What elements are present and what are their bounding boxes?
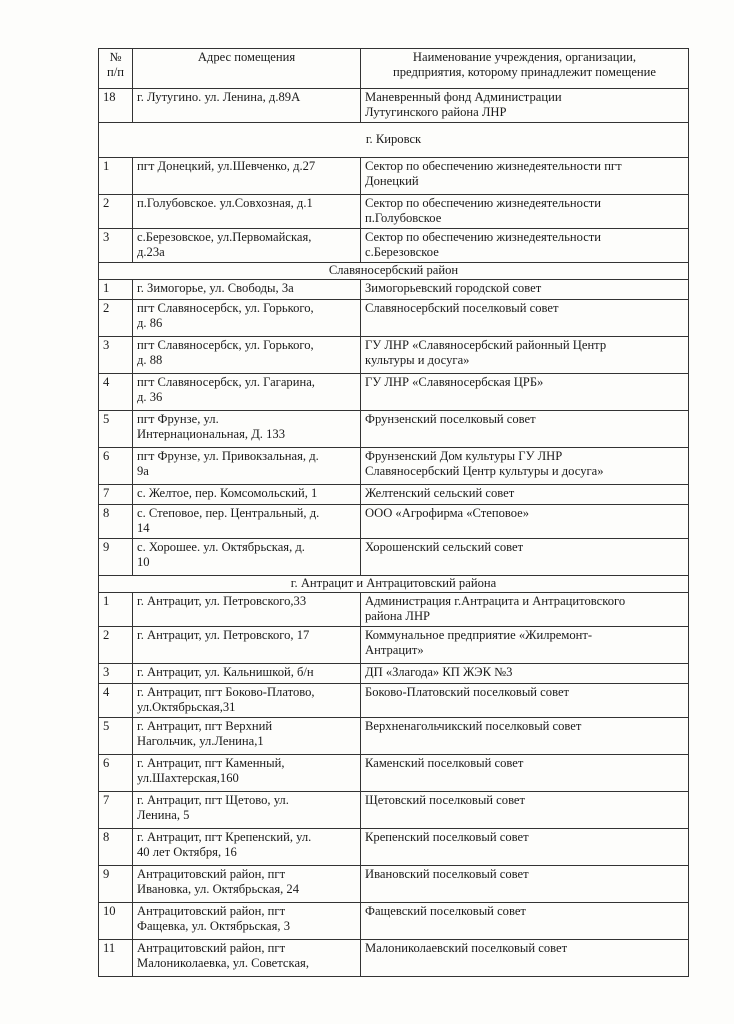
premises-table [98, 48, 689, 977]
row-address: п.Голубовское. ул.Совхозная, д.1 [133, 195, 361, 229]
section-heading-row [99, 263, 689, 280]
row-number: 2 [99, 627, 133, 664]
row-number: 1 [99, 280, 133, 300]
table-row [99, 829, 689, 866]
row-number: 5 [99, 411, 133, 448]
row-organization: Сектор по обеспечению жизнедеятельности пгт Донецкий [361, 158, 689, 195]
row-number: 7 [99, 485, 133, 505]
row-number: 8 [99, 829, 133, 866]
row-organization: ООО «Агрофирма «Степовое» [361, 505, 689, 539]
row-address: с. Хорошее. ул. Октябрьская, д. 10 [133, 539, 361, 576]
table-row [99, 448, 689, 485]
section-heading-row [99, 576, 689, 593]
row-address: Антрацитовский район, пгт Ивановка, ул. Октябрьская, 24 [133, 866, 361, 903]
row-organization: Сектор по обеспечению жизнедеятельности с.Березовское [361, 229, 689, 263]
table-row [99, 374, 689, 411]
row-address: с.Березовское, ул.Первомайская, д.23а [133, 229, 361, 263]
row-number: 2 [99, 300, 133, 337]
row-organization: Верхненагольчикский поселковый совет [361, 718, 689, 755]
table-row [99, 300, 689, 337]
row-number: 9 [99, 866, 133, 903]
row-number: 10 [99, 903, 133, 940]
row-number: 4 [99, 374, 133, 411]
row-address: г. Антрацит, ул. Кальнишкой, б/н [133, 664, 361, 684]
table-row [99, 792, 689, 829]
row-number: 3 [99, 229, 133, 263]
row-number: 6 [99, 755, 133, 792]
table-row [99, 593, 689, 627]
row-organization: Маневренный фонд Администрации Лутугинского района ЛНР [361, 89, 689, 123]
row-organization: Коммунальное предприятие «Жилремонт- Антрацит» [361, 627, 689, 664]
section-title: г. Антрацит и Антрацитовский района [99, 576, 689, 593]
row-organization: Желтенский сельский совет [361, 485, 689, 505]
row-address: г. Антрацит, пгт Крепенский, ул. 40 лет Октября, 16 [133, 829, 361, 866]
row-organization: ГУ ЛНР «Славяносербская ЦРБ» [361, 374, 689, 411]
row-number: 3 [99, 337, 133, 374]
row-organization: Сектор по обеспечению жизнедеятельности п.Голубовское [361, 195, 689, 229]
row-organization: Фрунзенский Дом культуры ГУ ЛНР Славяносербский Центр культуры и досуга» [361, 448, 689, 485]
row-organization: Администрация г.Антрацита и Антрацитовского района ЛНР [361, 593, 689, 627]
row-address: пгт Славяносербск, ул. Горького, д. 86 [133, 300, 361, 337]
table-row [99, 411, 689, 448]
row-number: 8 [99, 505, 133, 539]
row-organization: ДП «Злагода» КП ЖЭК №3 [361, 664, 689, 684]
table-row [99, 229, 689, 263]
table-body [99, 89, 689, 977]
row-organization: Хорошенский сельский совет [361, 539, 689, 576]
row-address: г. Антрацит, ул. Петровского,33 [133, 593, 361, 627]
row-number: 1 [99, 158, 133, 195]
row-address: Антрацитовский район, пгт Фащевка, ул. Октябрьская, 3 [133, 903, 361, 940]
row-organization: Фрунзенский поселковый совет [361, 411, 689, 448]
row-address: пгт Донецкий, ул.Шевченко, д.27 [133, 158, 361, 195]
row-number: 11 [99, 940, 133, 977]
row-number: 4 [99, 684, 133, 718]
row-number: 9 [99, 539, 133, 576]
row-address: г. Зимогорье, ул. Свободы, 3а [133, 280, 361, 300]
table-row [99, 158, 689, 195]
row-address: г. Антрацит, пгт Каменный, ул.Шахтерская,160 [133, 755, 361, 792]
table-row [99, 485, 689, 505]
table-row [99, 89, 689, 123]
row-organization: Ивановский поселковый совет [361, 866, 689, 903]
row-organization: Щетовский поселковый совет [361, 792, 689, 829]
table-row [99, 684, 689, 718]
row-address: с. Желтое, пер. Комсомольский, 1 [133, 485, 361, 505]
table-row [99, 866, 689, 903]
row-address: с. Степовое, пер. Центральный, д. 14 [133, 505, 361, 539]
row-number: 3 [99, 664, 133, 684]
row-number: 5 [99, 718, 133, 755]
section-title: г. Кировск [99, 123, 689, 158]
row-number: 1 [99, 593, 133, 627]
table-row [99, 195, 689, 229]
table-row [99, 280, 689, 300]
row-address: г. Антрацит, пгт Верхний Нагольчик, ул.Ленина,1 [133, 718, 361, 755]
row-number: 2 [99, 195, 133, 229]
row-organization: Малониколаевский поселковый совет [361, 940, 689, 977]
table-row [99, 903, 689, 940]
table-row [99, 718, 689, 755]
table-row [99, 664, 689, 684]
row-organization: Зимогорьевский городской совет [361, 280, 689, 300]
row-address: пгт Фрунзе, ул. Интернациональная, Д. 133 [133, 411, 361, 448]
table-row [99, 627, 689, 664]
row-organization: ГУ ЛНР «Славяносербский районный Центр культуры и досуга» [361, 337, 689, 374]
row-address: г. Антрацит, пгт Щетово, ул. Ленина, 5 [133, 792, 361, 829]
row-address: г. Антрацит, ул. Петровского, 17 [133, 627, 361, 664]
section-title: Славяносербский район [99, 263, 689, 280]
row-organization: Каменский поселковый совет [361, 755, 689, 792]
row-address: г. Антрацит, пгт Боково-Платово, ул.Октябрьская,31 [133, 684, 361, 718]
row-address: Антрацитовский район, пгт Малониколаевка, ул. Советская, [133, 940, 361, 977]
header-organization: Наименование учреждения, организации, предприятия, которому принадлежит помещение [361, 49, 689, 89]
section-heading-row [99, 123, 689, 158]
table-row [99, 940, 689, 977]
table-row [99, 505, 689, 539]
header-number: № п/п [99, 49, 133, 89]
row-number: 18 [99, 89, 133, 123]
table-row [99, 755, 689, 792]
row-address: пгт Славяносербск, ул. Горького, д. 88 [133, 337, 361, 374]
row-number: 6 [99, 448, 133, 485]
header-address: Адрес помещения [133, 49, 361, 89]
row-address: пгт Славяносербск, ул. Гагарина, д. 36 [133, 374, 361, 411]
row-organization: Славяносербский поселковый совет [361, 300, 689, 337]
row-address: г. Лутугино. ул. Ленина, д.89А [133, 89, 361, 123]
row-number: 7 [99, 792, 133, 829]
table-header-row [99, 49, 689, 89]
table-row [99, 539, 689, 576]
row-organization: Фащевский поселковый совет [361, 903, 689, 940]
table-row [99, 337, 689, 374]
row-address: пгт Фрунзе, ул. Привокзальная, д. 9а [133, 448, 361, 485]
row-organization: Боково-Платовский поселковый совет [361, 684, 689, 718]
row-organization: Крепенский поселковый совет [361, 829, 689, 866]
